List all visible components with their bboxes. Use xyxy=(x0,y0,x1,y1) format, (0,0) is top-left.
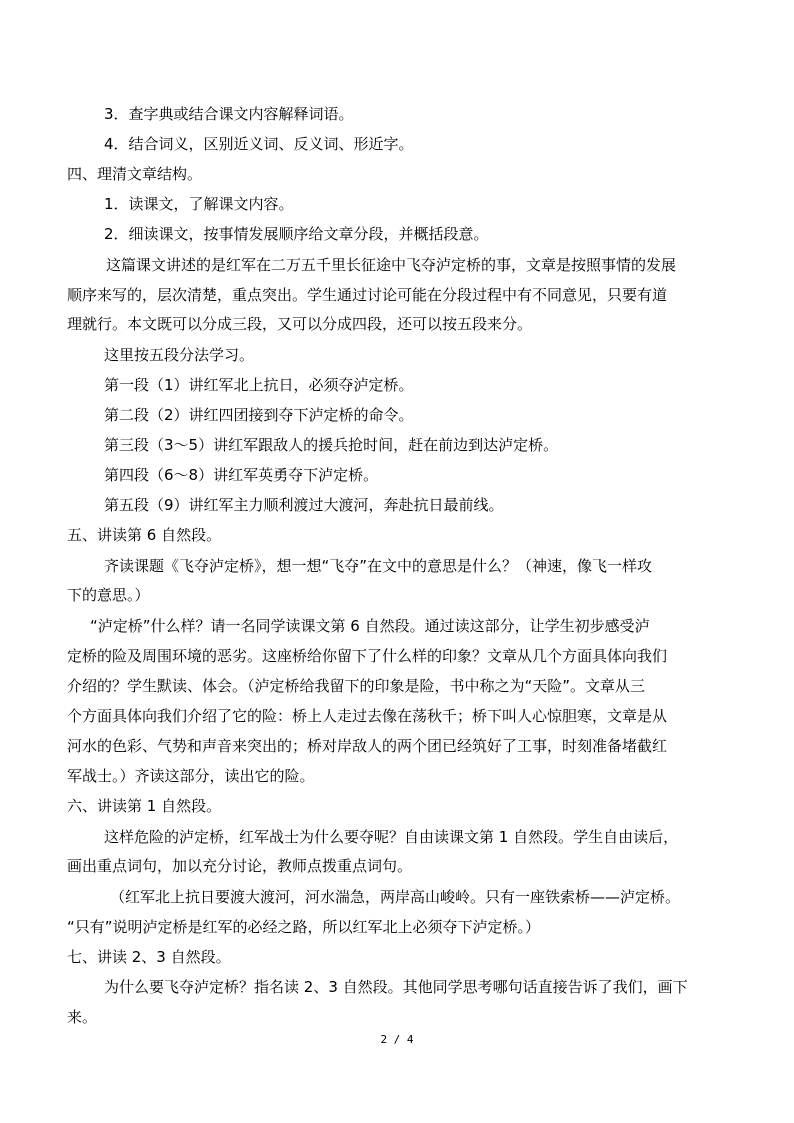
text-line: 第二段（2）讲红四团接到夺下泸定桥的命令。 xyxy=(104,406,414,424)
text-line: 第四段（6～8）讲红军英勇夺下泸定桥。 xyxy=(104,466,379,484)
paragraph-line: 来。 xyxy=(67,1008,98,1026)
section-heading: 四、理清文章结构。 xyxy=(67,165,203,183)
paragraph-line: 理就行。本文既可以分成三段，又可以分成四段，还可以按五段来分。 xyxy=(67,315,533,333)
paragraph-line: 下的意思。） xyxy=(67,586,150,604)
text-line: 这里按五段分法学习。 xyxy=(104,346,255,364)
text-line: 第三段（3～5）讲红军跟敌人的援兵抢时间，赶在前边到达泸定桥。 xyxy=(104,436,559,454)
paragraph-line: 顺序来写的，层次清楚，重点突出。学生通过讨论可能在分段过程中有不同意见，只要有道 xyxy=(67,286,668,304)
paragraph-line: “泸定桥”什么样？请一名同学读课文第 6 自然段。通过读这部分，让学生初步感受泸 xyxy=(90,617,650,635)
paragraph-line: 河水的色彩、气势和声音来突出的；桥对岸敌人的两个团已经筑好了工事，时刻准备堵截红 xyxy=(67,737,668,755)
paragraph-line: 齐读课题《飞夺泸定桥》，想一想“飞夺”在文中的意思是什么？（神速，像飞一样攻 xyxy=(104,557,653,575)
paragraph-line: 个方面具体向我们介绍了它的险：桥上人走过去像在荡秋千；桥下叫人心惊胆寒，文章是从 xyxy=(67,707,668,725)
text-line: 第一段（1）讲红军北上抗日，必须夺泸定桥。 xyxy=(104,376,414,394)
paragraph-line: 军战士。）齐读这部分，读出它的险。 xyxy=(67,767,315,785)
text-line: 第五段（9）讲红军主力顺利渡过大渡河，奔赴抗日最前线。 xyxy=(104,496,504,514)
paragraph-line: 定桥的险及周围环境的恶劣。这座桥给你留下了什么样的印象？文章从几个方面具体向我们 xyxy=(67,647,668,665)
text-line: 3．查字典或结合课文内容解释词语。 xyxy=(104,105,354,123)
section-heading: 五、讲读第 6 自然段。 xyxy=(67,526,222,544)
paragraph-line: 介绍的？学生默读、体会。（泸定桥给我留下的印象是险，书中称之为“天险”。文章从三 xyxy=(67,677,646,695)
text-line: 2．细读课文，按事情发展顺序给文章分段，并概括段意。 xyxy=(104,225,489,243)
page-number: 2 / 4 xyxy=(380,1033,414,1046)
paragraph-line: 为什么要飞夺泸定桥？指名读 2、3 自然段。其他同学思考哪句话直接告诉了我们，画下 xyxy=(104,978,688,996)
section-heading: 六、讲读第 1 自然段。 xyxy=(67,797,222,815)
paragraph-line: 这样危险的泸定桥，红军战士为什么要夺呢？自由读课文第 1 自然段。学生自由读后， xyxy=(104,828,679,846)
paragraph-line: 这篇课文讲述的是红军在二万五千里长征途中飞夺泸定桥的事，文章是按照事情的发展 xyxy=(106,256,677,274)
text-line: 4．结合词义，区别近义词、反义词、形近字。 xyxy=(104,135,414,153)
paragraph-line: （红军北上抗日要渡大渡河，河水湍急，两岸高山峻岭。只有一座铁索桥——泸定桥。 xyxy=(110,888,681,906)
paragraph-line: 画出重点词句，加以充分讨论，教师点拨重点词句。 xyxy=(67,857,413,875)
paragraph-line: “只有”说明泸定桥是红军的必经之路，所以红军北上必须夺下泸定桥。） xyxy=(67,918,541,936)
text-line: 1．读课文，了解课文内容。 xyxy=(104,195,294,213)
section-heading: 七、讲读 2、3 自然段。 xyxy=(67,948,231,966)
